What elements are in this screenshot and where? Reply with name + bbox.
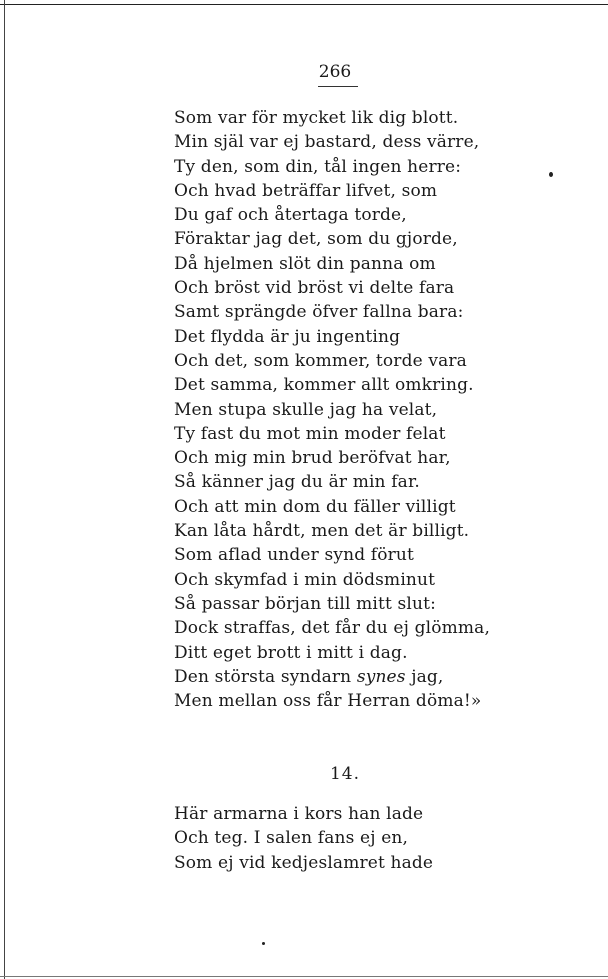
verse-line: Samt sprängde öfver fallna bara:: [174, 302, 464, 323]
verse-line: Och teg. I salen fans ej en,: [174, 828, 409, 849]
page-number: 266: [318, 62, 352, 82]
verse-line: Ditt eget brott i mitt i dag.: [174, 642, 408, 663]
ink-speck: [262, 942, 265, 945]
verse-line: Det samma, kommer allt omkring.: [174, 375, 474, 396]
bottom-border-rule: [0, 976, 608, 977]
left-border-rule: [4, 0, 5, 979]
verse-line: Den största syndarn synes jag,: [174, 666, 444, 687]
verse-line: Dock straffas, det får du ej glömma,: [174, 618, 490, 639]
verse-line: Och mig min brud beröfvat har,: [174, 448, 451, 469]
verse-line: Som var för mycket lik dig blott.: [174, 108, 459, 128]
top-border-rule: [0, 4, 608, 5]
verse-line: Här armarna i kors han lade: [174, 804, 424, 824]
verse-line: Som aflad under synd förut: [174, 545, 414, 566]
verse-line: Kan låta hårdt, men det är billigt.: [174, 521, 470, 542]
verse-line: Så känner jag du är min far.: [174, 472, 420, 493]
verse-line: Så passar början till mitt slut:: [174, 593, 436, 614]
verse-line: Och att min dom du fäller villigt: [174, 496, 456, 517]
verse-line: Min själ var ej bastard, dess värre,: [174, 132, 480, 153]
verse-line: Och bröst vid bröst vi delte fara: [174, 278, 455, 299]
verse-line: Det flydda är ju ingenting: [174, 326, 401, 347]
verse-line: Föraktar jag det, som du gjorde,: [174, 229, 458, 250]
page-number-underline: [318, 86, 358, 87]
verse-line: Men mellan oss får Herran döma!»: [174, 691, 482, 712]
verse-line: Och skymfad i min dödsminut: [174, 569, 436, 590]
poem-stanza-section-14: [174, 802, 433, 875]
emphasized-word: synes: [356, 666, 406, 687]
verse-line: Då hjelmen slöt din panna om: [174, 253, 436, 274]
verse-line: Ty fast du mot min moder felat: [174, 423, 446, 444]
verse-line: Ty den, som din, tål ingen herre:: [174, 156, 462, 177]
ink-speck: [549, 172, 553, 177]
verse-line: Som ej vid kedjeslamret hade: [174, 852, 434, 873]
verse-line: Och det, som kommer, torde vara: [174, 350, 467, 371]
poem-stanza: [174, 106, 490, 713]
section-number: 14.: [329, 764, 361, 784]
verse-line: Och hvad beträffar lifvet, som: [174, 180, 438, 201]
verse-line: Men stupa skulle jag ha velat,: [174, 399, 438, 420]
verse-line: Du gaf och återtaga torde,: [174, 205, 407, 226]
